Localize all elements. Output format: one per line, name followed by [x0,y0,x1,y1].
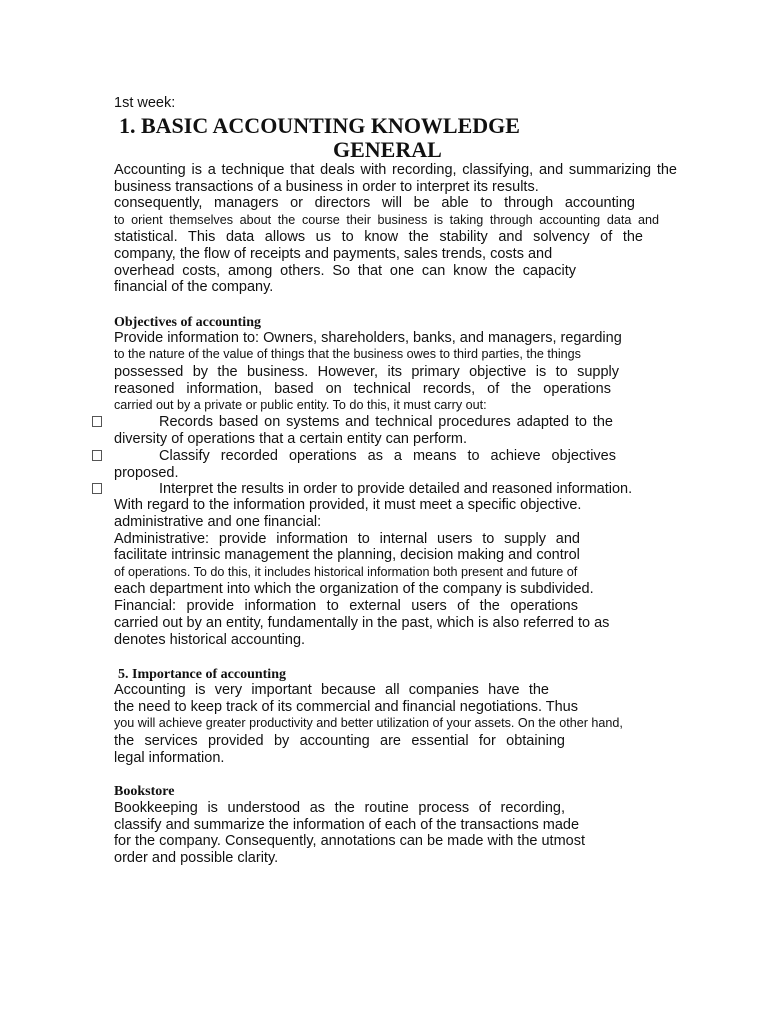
bullet-item-2-continued: proposed. [114,465,179,481]
importance-line: legal information. [114,750,225,766]
objectives-line: possessed by the business. However, its primary objective is to supply [114,364,619,380]
objectives-line: carried out by a private or public entity. To do this, it must carry out: [114,398,487,412]
bookstore-line: order and possible clarity. [114,850,279,866]
intro-line: financial of the company. [114,279,274,295]
intro-line: Accounting is a technique that deals with recording, classifying, and summarizing the [114,162,677,178]
bullet-item-2: Classify recorded operations as a means to achieve objectives [159,448,616,464]
intro-line: statistical. This data allows us to know the stability and solvency of the [114,229,643,245]
bookstore-line: for the company. Consequently, annotations can be made with the utmost [114,833,585,849]
bullet-item-1: Records based on systems and technical procedures adapted to the [159,414,613,430]
section-heading-importance: 5. Importance of accounting [118,667,286,682]
intro-line: business transactions of a business in order to interpret its results. [114,179,539,195]
objectives-line: facilitate intrinsic management the planning, decision making and control [114,547,580,563]
bookstore-line: classify and summarize the information of each of the transactions made [114,817,580,833]
objectives-line: of operations. To do this, it includes historical information both present and future of [114,565,578,579]
objectives-line: Administrative: provide information to internal users to supply and [114,531,580,547]
objectives-line: to the nature of the value of things that the business owes to third parties, the things [114,347,581,361]
week-label: 1st week: [114,95,176,111]
bookstore-line: Bookkeeping is understood as the routine process of recording, [114,800,565,816]
bullet-item-3: Interpret the results in order to provide detailed and reasoned information. [159,481,633,497]
objectives-line: reasoned information, based on technical records, of the operations [114,381,611,397]
objectives-line: each department into which the organization of the company is subdivided. [114,581,594,597]
intro-line: to orient themselves about the course their business is taking through accounting data and [114,213,659,227]
bullet-icon [92,483,102,494]
importance-line: the services provided by accounting are essential for obtaining [114,733,565,749]
objectives-line: administrative and one financial: [114,514,322,530]
objectives-line: denotes historical accounting. [114,632,306,648]
bullet-item-1-continued: diversity of operations that a certain entity can perform. [114,431,468,447]
page-title-continued: GENERAL [333,137,442,162]
importance-line: you will achieve greater productivity and better utilization of your assets. On the other hand, [114,716,623,730]
section-heading-bookstore: Bookstore [114,784,175,799]
page-title: 1. BASIC ACCOUNTING KNOWLEDGE [119,113,520,138]
importance-line: the need to keep track of its commercial and financial negotiations. Thus [114,699,578,715]
bullet-icon [92,416,102,427]
intro-line: consequently, managers or directors will be able to through accounting [114,195,635,211]
objectives-line: With regard to the information provided, it must meet a specific objective. [114,497,582,513]
bullet-icon [92,450,102,461]
objectives-line: Financial: provide information to external users of the operations [114,598,578,614]
intro-line: company, the flow of receipts and payments, sales trends, costs and [114,246,553,262]
intro-line: overhead costs, among others. So that one can know the capacity [114,263,576,279]
section-heading-objectives: Objectives of accounting [114,315,261,330]
objectives-line: Provide information to: Owners, shareholders, banks, and managers, regarding [114,330,622,346]
importance-line: Accounting is very important because all companies have the [114,682,549,698]
objectives-line: carried out by an entity, fundamentally in the past, which is also referred to as [114,615,610,631]
